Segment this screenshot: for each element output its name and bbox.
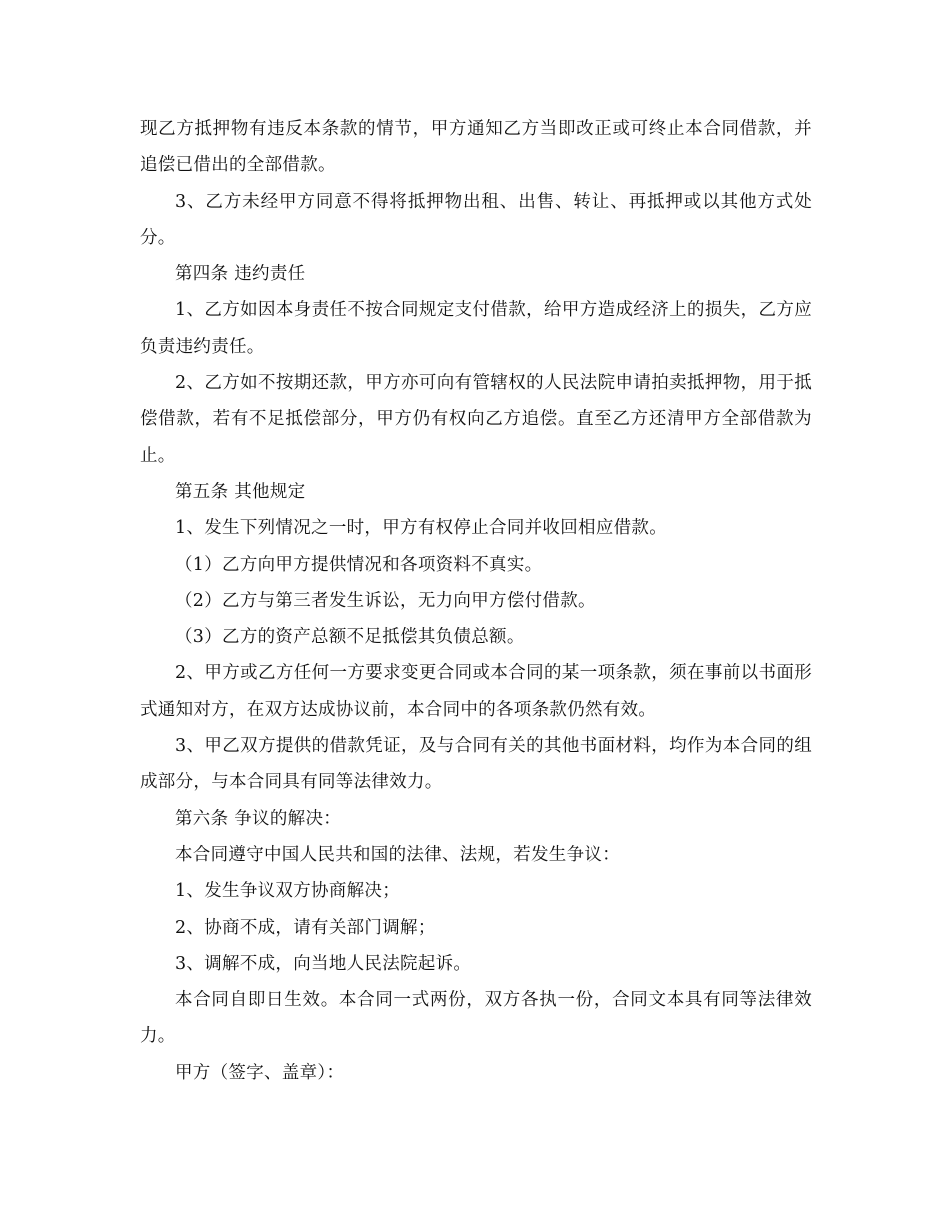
document-body	[140, 111, 812, 1091]
paragraph-dispute-3: 3、调解不成，向当地人民法院起诉。	[175, 953, 472, 974]
paragraph-clause-5-3: 3、甲乙双方提供的借款凭证，及与合同有关的其他书面材料，均作为本合同的组成部分，与本合同具有同等法律效力。	[140, 736, 812, 793]
paragraph-effective-clause: 本合同自即日生效。本合同一式两份，双方各执一份，合同文本具有同等法律效力。	[140, 990, 812, 1047]
paragraph-clause-5-2: 2、甲方或乙方任何一方要求变更合同或本合同的某一项条款，须在事前以书面形式通知对方，在双方达成协议前，本合同中的各项条款仍然有效。	[140, 663, 812, 720]
paragraph-clause-3-3: 3、乙方未经甲方同意不得将抵押物出租、出售、转让、再抵押或以其他方式处分。	[140, 191, 812, 248]
paragraph-subitem-3: （3）乙方的资产总额不足抵偿其负债总额。	[175, 627, 525, 648]
paragraph-dispute-1: 1、发生争议双方协商解决；	[175, 881, 401, 902]
paragraph-clause-5-1: 1、发生下列情况之一时，甲方有权停止合同并收回相应借款。	[175, 518, 668, 539]
signature-line-party-a: 甲方（签字、盖章）：	[175, 1062, 345, 1083]
paragraph-subitem-2: （2）乙方与第三者发生诉讼，无力向甲方偿付借款。	[175, 590, 596, 611]
paragraph-dispute-2: 2、协商不成，请有关部门调解；	[175, 917, 436, 938]
section-heading-article-4: 第四条 违约责任	[175, 264, 306, 285]
paragraph-clause-4-1: 1、乙方如因本身责任不按合同规定支付借款，给甲方造成经济上的损失，乙方应负责违约责任。	[140, 300, 812, 357]
paragraph-subitem-1: （1）乙方向甲方提供情况和各项资料不真实。	[175, 554, 543, 575]
section-heading-article-5: 第五条 其他规定	[175, 481, 306, 502]
paragraph-clause-4-2: 2、乙方如不按期还款，甲方亦可向有管辖权的人民法院申请拍卖抵押物，用于抵偿借款，若有不足抵偿部分，甲方仍有权向乙方追偿。直至乙方还清甲方全部借款为止。	[140, 373, 812, 466]
paragraph-dispute-intro: 本合同遵守中国人民共和国的法律、法规，若发生争议：	[175, 844, 620, 865]
section-heading-article-6: 第六条 争议的解决：	[175, 808, 342, 829]
paragraph-continuation: 现乙方抵押物有违反本条款的情节，甲方通知乙方当即改正或可终止本合同借款，并追偿已借出的全部借款。	[140, 119, 812, 176]
